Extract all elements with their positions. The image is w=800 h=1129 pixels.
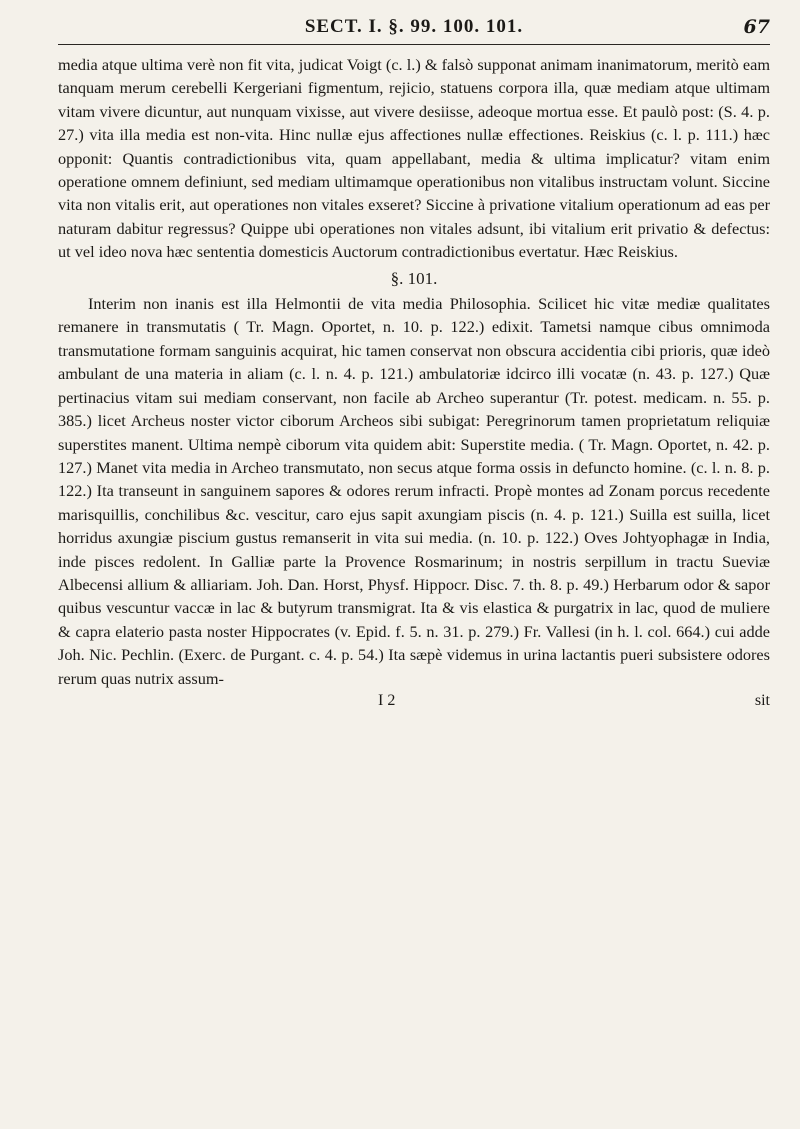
paragraph-101: Interim non inanis est illa Helmontii de vita media Philosophia. Scilicet hic vitæ mediæ qualitates remanere in transmutatis ( Tr. Magn. Oportet, n. 10. p. 122.) edixit. Tametsi namque cibus omnimoda transmutatione formam sanguinis acquirat, hic tamen conservat non obscura accidentia cibi prioris, quæ ideò ambulant de una materia in aliam (c. l. n. 4. p. 121.) ambulatoriæ idcirco illi vocatæ (n. 43. p. 127.) Quæ pertinacius vitam sui mediam conservant, non facile ab Archeo superantur (Tr. potest. medicam. n. 55. p. 385.) licet Archeus noster victor ciborum Archeos sibi subigat: Peregrinorum tamen proprietatum reliquiæ superstites manent. Ultima nempè ciborum vita quidem abit: Superstite media. ( Tr. Magn. Oportet, n. 42. p. 127.) Manet vita media in Archeo transmutato, non secus atque forma ossis in defuncto homine. (c. l. n. 8. p. 122.) Ita transeunt in sanguinem sapores & odores rerum infracti. Propè montes ad Zonam porcus recedente marisquillis, conchilibus &c. vescitur, caro ejus sapit axungiam piscis (n. 4. p. 121.) Suilla est suilla, licet horridus axungiæ piscium gustus remanserit in vita sui media. (n. 10. p. 122.) Oves Johtyophagæ in India, inde pisces redolent. In Galliæ parte la Provence Rosmarinum; in nostris serpillum in tractu Sueviæ Albecensi allium & alliariam. Joh. Dan. Horst, Physf. Hippocr. Disc. 7. th. 8. p. 49.) Herbarum odor & sapor quibus vescuntur vaccæ in lac & butyrum transmigrat. Ita & vis elastica & purgatrix in lac, quod de muliere & capra elaterio pasta noster Hippocrates (v. Epid. f. 5. n. 31. p. 279.) Fr. Vallesi (in h. l. col. 664.) cui adde Joh. Nic. Pechlin. (Exerc. de Purgant. c. 4. p. 54.) Ita sæpè videmus in urina lactantis pueri subsistere odores rerum quas nutrix assum- [58, 294, 770, 688]
signature-mark: I 2 [378, 691, 396, 709]
page-footer [58, 692, 770, 710]
section-marker: §. 101. [390, 268, 438, 288]
paragraph-100-continuation: media atque ultima verè non fit vita, judicat Voigt (c. l.) & falsò supponat animam inanimatorum, meritò eam tanquam merum cerebelli Kergeriani figmentum, rejicio, statuens corpora illa, quæ mediam atque ultimam vitam vivere dicuntur, aut nunquam vixisse, aut vivere desiisse, adeoque mortua esse. Et paulò post: (S. 4. p. 27.) vita illa media est non-vita. Hinc nullæ ejus affectiones nullæ effectiones. Reiskius (c. l. p. 111.) hæc opponit: Quantis contradictionibus vita, quam appellabant, media & ultima implicatur? vitam enim operatione omnem definiunt, sed mediam ultimamque operationibus non vitalibus instructam volunt. Siccine vita non vitalis erit, aut operationes non vitales exseret? Siccine à privatione vitalium operationum ad eas per naturam dabitur regressus? Quippe ubi operationes non vitales adsunt, ibi vitalium erit privatio & defectus: ut vel ideo nova hæc sententia domesticis Auctorum contradictionibus evertatur. Hæc Reiskius. [58, 55, 770, 262]
book-page [58, 14, 770, 1114]
body-text [58, 53, 770, 690]
page-number: 67 [743, 16, 770, 38]
running-head-title: SECT. I. §. 99. 100. 101. [304, 16, 524, 37]
running-head [58, 14, 770, 45]
catchword: sit [754, 691, 770, 709]
